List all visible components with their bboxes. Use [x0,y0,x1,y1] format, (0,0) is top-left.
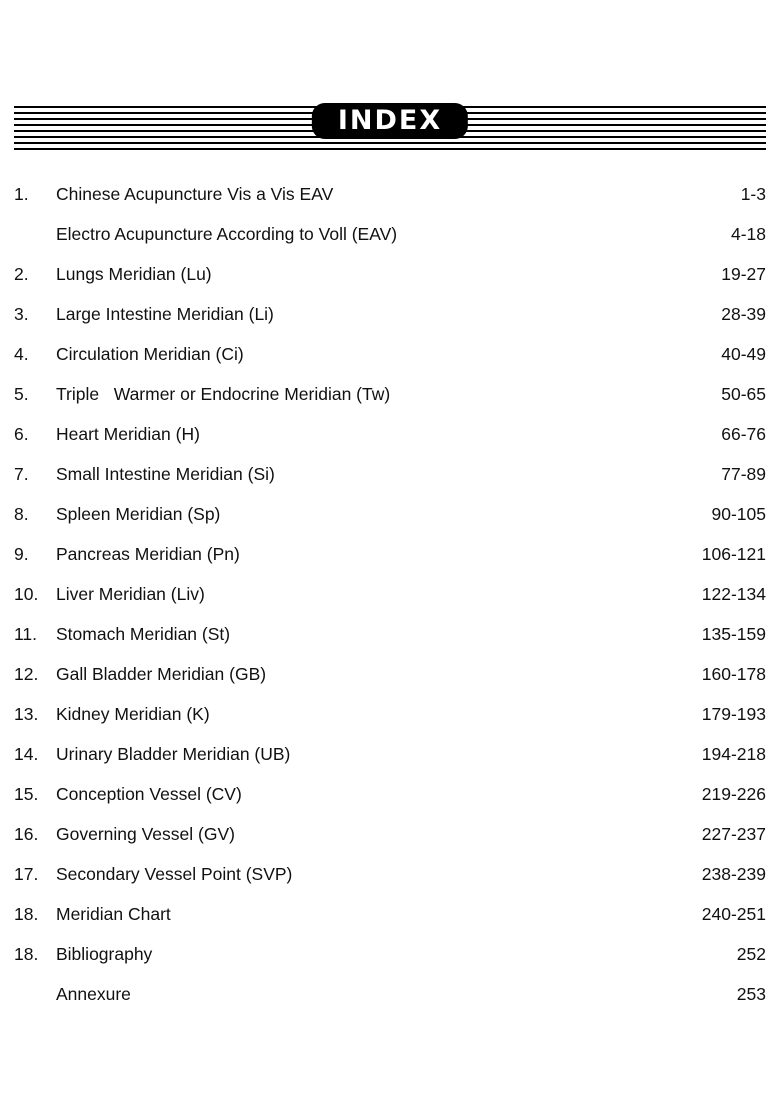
entry-title: Spleen Meridian (Sp) [56,504,221,524]
entry-page-range: 28-39 [721,304,766,324]
entry-page-range: 194-218 [701,744,766,764]
index-header-banner [14,100,766,156]
entry-title: Large Intestine Meridian (Li) [56,304,274,324]
index-entry-row[interactable] [14,464,766,504]
entry-page-range: 40-49 [721,344,766,364]
entry-title: Gall Bladder Meridian (GB) [56,664,267,684]
entry-title: Stomach Meridian (St) [56,624,231,644]
page-title: INDEX [337,104,443,136]
index-entry-row[interactable] [14,704,766,744]
entry-page-range: 253 [736,984,766,1004]
entry-page-range: 240-251 [701,904,766,924]
entry-title: Kidney Meridian (K) [56,704,210,724]
entry-number: 15. [14,784,39,804]
entry-number: 12. [14,664,39,684]
entry-number: 9. [14,544,29,564]
entry-page-range: 252 [736,944,766,964]
entry-title: Conception Vessel (CV) [56,784,242,804]
entry-number: 7. [14,464,29,484]
entry-title: Pancreas Meridian (Pn) [56,544,240,564]
entry-number: 4. [14,344,29,364]
index-entry-row[interactable] [14,504,766,544]
entry-title: Governing Vessel (GV) [56,824,235,844]
entry-title: Lungs Meridian (Lu) [56,264,212,284]
entry-page-range: 135-159 [701,624,766,644]
entry-page-range: 227-237 [701,824,766,844]
entry-number: 5. [14,384,29,404]
entry-title: Circulation Meridian (Ci) [56,344,244,364]
entry-number: 18. [14,904,39,924]
index-entry-row[interactable] [14,224,766,264]
entry-page-range: 238-239 [701,864,766,884]
index-entry-row[interactable] [14,584,766,624]
index-entry-row[interactable] [14,304,766,344]
entry-page-range: 122-134 [701,584,766,604]
entry-title: Heart Meridian (H) [56,424,200,444]
entry-page-range: 179-193 [701,704,766,724]
entry-page-range: 1-3 [740,184,766,204]
entry-number: 18. [14,944,39,964]
entry-page-range: 77-89 [721,464,766,484]
index-entry-row[interactable] [14,944,766,984]
entry-number: 14. [14,744,39,764]
entry-title: Chinese Acupuncture Vis a Vis EAV [56,184,334,204]
index-entry-row[interactable] [14,344,766,384]
entry-title: Electro Acupuncture According to Voll (EAV) [56,224,398,244]
index-entry-row[interactable] [14,984,766,1024]
entry-title: Liver Meridian (Liv) [56,584,205,604]
entry-number: 6. [14,424,29,444]
entry-title: Urinary Bladder Meridian (UB) [56,744,291,764]
entry-number: 3. [14,304,29,324]
index-entry-row[interactable] [14,544,766,584]
entry-number: 13. [14,704,39,724]
entry-page-range: 50-65 [721,384,766,404]
entry-title: Triple Warmer or Endocrine Meridian (Tw) [56,384,391,404]
index-entry-list [14,184,766,1024]
index-entry-row[interactable] [14,904,766,944]
entry-number: 2. [14,264,29,284]
index-title-plate [312,103,468,139]
entry-page-range: 219-226 [701,784,766,804]
entry-number: 10. [14,584,39,604]
index-entry-row[interactable] [14,664,766,704]
index-entry-row[interactable] [14,864,766,904]
entry-page-range: 66-76 [721,424,766,444]
index-entry-row[interactable] [14,424,766,464]
entry-page-range: 19-27 [721,264,766,284]
entry-page-range: 4-18 [730,224,766,244]
entry-page-range: 160-178 [701,664,766,684]
index-entry-row[interactable] [14,184,766,224]
index-entry-row[interactable] [14,824,766,864]
index-entry-row[interactable] [14,784,766,824]
index-entry-row[interactable] [14,384,766,424]
entry-page-range: 90-105 [711,504,766,524]
index-entry-row[interactable] [14,744,766,784]
entry-title: Secondary Vessel Point (SVP) [56,864,293,884]
entry-number: 17. [14,864,39,884]
entry-number: 11. [14,624,38,644]
entry-title: Bibliography [56,944,153,964]
entry-number: 8. [14,504,29,524]
entry-number: 16. [14,824,39,844]
entry-number: 1. [14,184,29,204]
entry-title: Annexure [56,984,131,1004]
entry-title: Meridian Chart [56,904,171,924]
entry-page-range: 106-121 [701,544,766,564]
index-entry-row[interactable] [14,264,766,304]
index-entry-row[interactable] [14,624,766,664]
entry-title: Small Intestine Meridian (Si) [56,464,275,484]
